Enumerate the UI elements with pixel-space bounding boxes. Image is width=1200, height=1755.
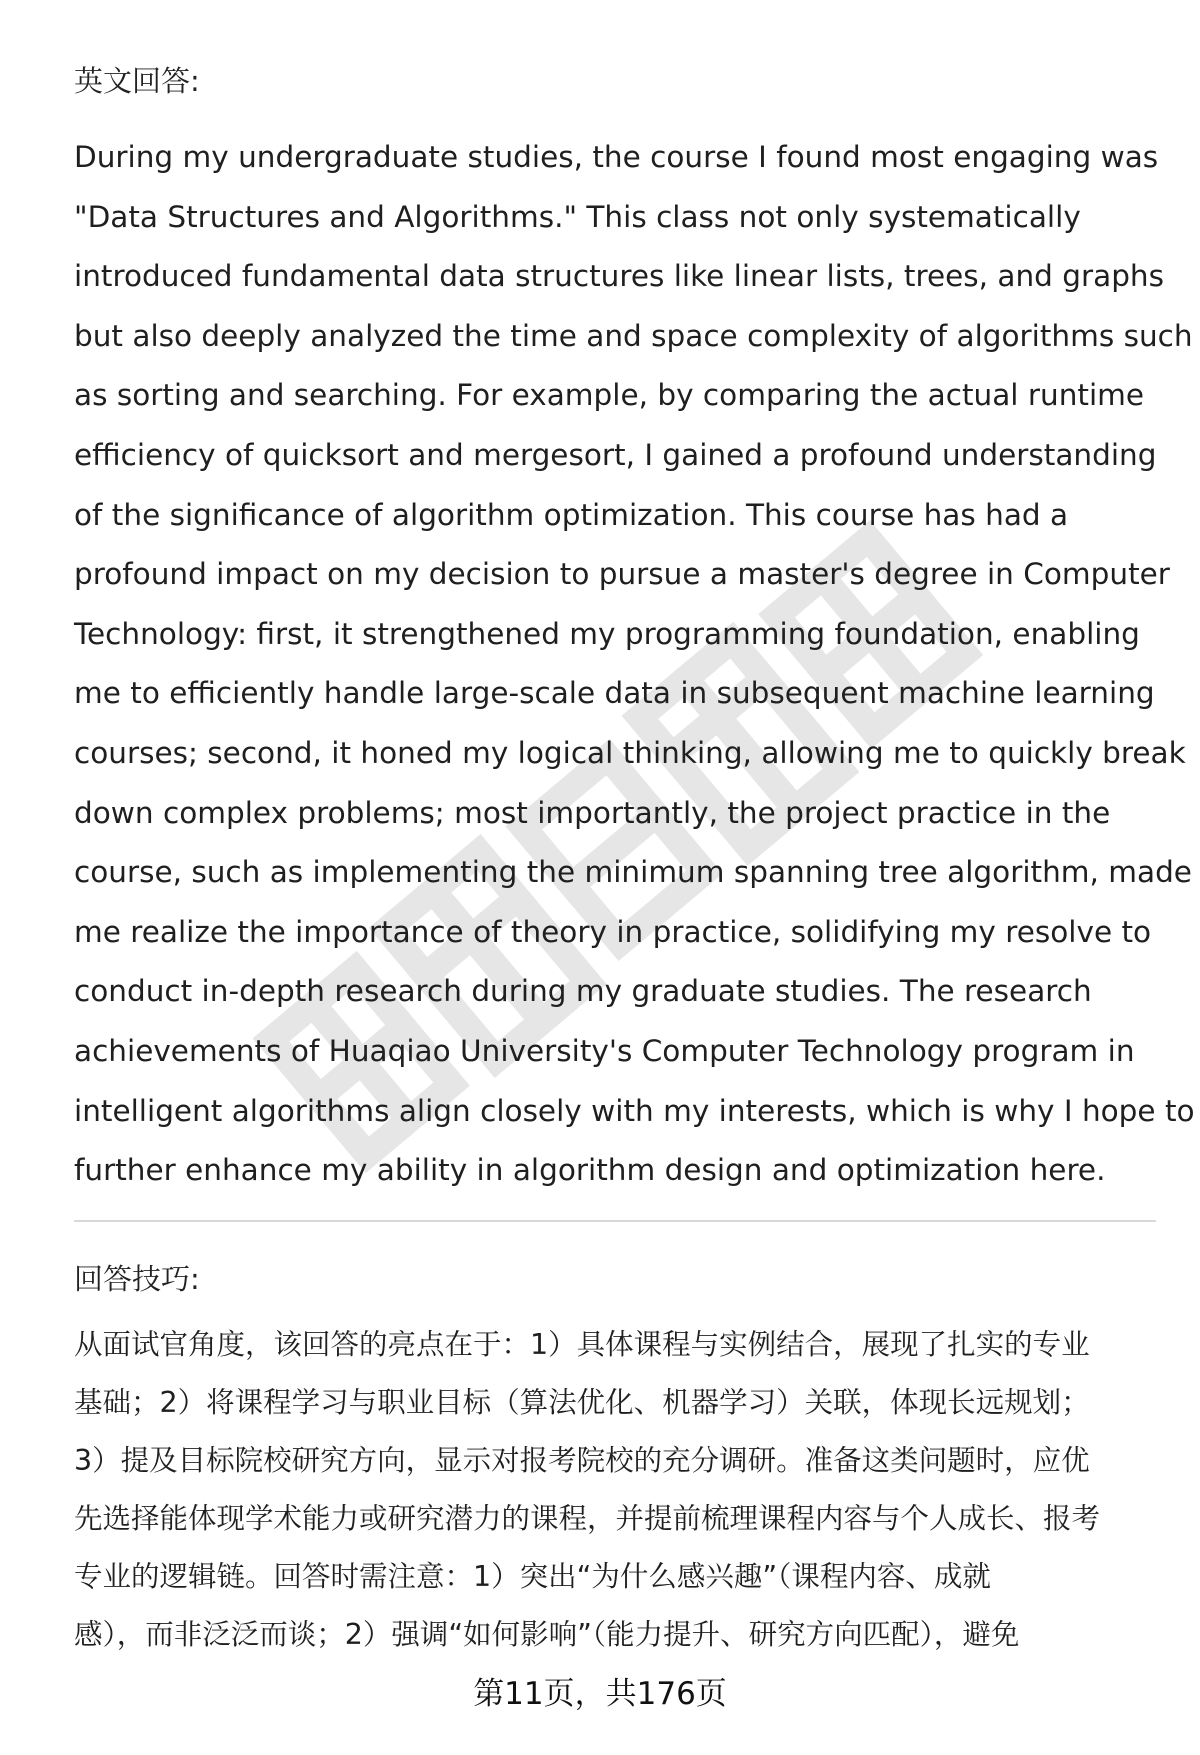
english-answer-line: courses; second, it honed my logical thinking, allowing me to quickly break — [74, 735, 1186, 770]
answer-tips-line: 先选择能体现学术能力或研究潜力的课程，并提前梳理课程内容与个人成长、报考 — [74, 1502, 1101, 1535]
english-answer-line: me to efficiently handle large-scale data in subsequent machine learning — [74, 676, 1155, 711]
english-answer-line: me realize the importance of theory in practice, solidifying my resolve to — [74, 914, 1152, 949]
english-answer-line: conduct in-depth research during my graduate studies. The research — [74, 974, 1092, 1009]
english-answer-line: achievements of Huaqiao University's Computer Technology program in — [74, 1033, 1135, 1068]
english-answer-line: "Data Structures and Algorithms." This class not only systematically — [74, 199, 1081, 234]
answer-tips-body — [74, 1316, 1149, 1664]
english-answer-line: During my undergraduate studies, the course I found most engaging was — [74, 140, 1159, 174]
page-number: 第11页，共176页 — [473, 1676, 727, 1712]
english-answer-heading: 英文回答: — [74, 64, 200, 98]
answer-tips-line: 3）提及目标院校研究方向，显示对报考院校的充分调研。准备这类问题时，应优 — [74, 1444, 1090, 1477]
english-answer-body — [74, 128, 1195, 1201]
english-answer-line: intelligent algorithms align closely with my interests, which is why I hope to — [74, 1093, 1195, 1128]
english-answer-line: introduced fundamental data structures like linear lists, trees, and graphs — [74, 259, 1165, 294]
english-answer-line: of the significance of algorithm optimization. This course has had a — [74, 497, 1069, 532]
english-answer-line: efficiency of quicksort and mergesort, I gained a profound understanding — [74, 437, 1157, 472]
english-answer-line: Technology: first, it strengthened my programming foundation, enabling — [74, 616, 1140, 651]
answer-tips-line: 从面试官角度，该回答的亮点在于：1）具体课程与实例结合，展现了扎实的专业 — [74, 1328, 1090, 1361]
english-answer-line: but also deeply analyzed the time and space complexity of algorithms such — [74, 318, 1193, 353]
english-answer-line: course, such as implementing the minimum spanning tree algorithm, made — [74, 855, 1192, 890]
answer-tips-heading: 回答技巧: — [74, 1262, 200, 1296]
english-answer-line: as sorting and searching. For example, by comparing the actual runtime — [74, 378, 1145, 413]
answer-tips-line: 专业的逻辑链。回答时需注意：1）突出“为什么感兴趣”（课程内容、成就 — [74, 1560, 991, 1593]
english-answer-line: down complex problems; most importantly, the project practice in the — [74, 795, 1111, 830]
answer-tips-line: 基础；2）将课程学习与职业目标（算法优化、机器学习）关联，体现长远规划； — [74, 1386, 1090, 1419]
english-answer-line: further enhance my ability in algorithm design and optimization here. — [74, 1153, 1106, 1188]
english-answer-line: profound impact on my decision to pursue a master's degree in Computer — [74, 557, 1170, 592]
section-divider — [74, 1220, 1156, 1222]
answer-tips-line: 感），而非泛泛而谈；2）强调“如何影响”（能力提升、研究方向匹配），避免 — [74, 1618, 1020, 1651]
